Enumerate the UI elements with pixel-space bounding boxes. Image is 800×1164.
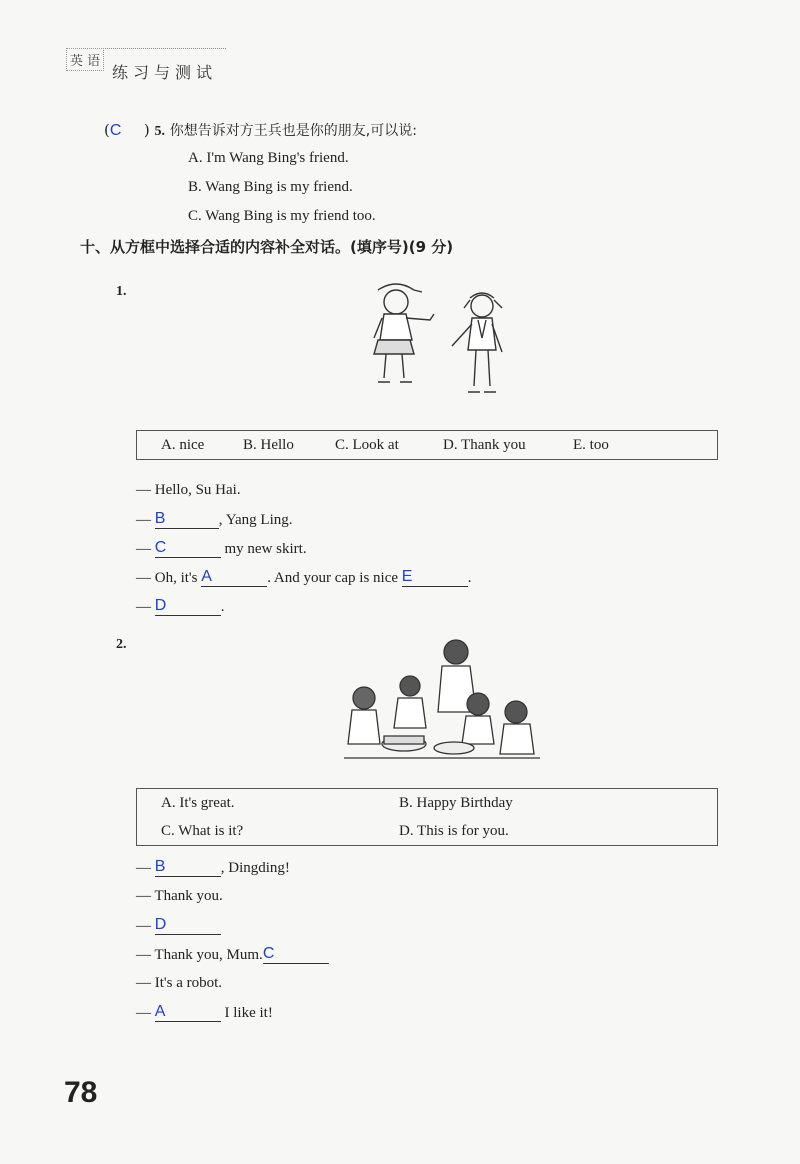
blank xyxy=(155,511,219,529)
part2-line-4 xyxy=(136,946,329,964)
part2-answer-6: A xyxy=(154,1003,166,1020)
page-number: 78 xyxy=(64,1076,98,1109)
blank xyxy=(201,569,267,587)
part2-line-1 xyxy=(136,859,290,877)
part2-answer-4: C xyxy=(262,945,275,962)
part2-choice-b: B. Happy Birthday xyxy=(399,795,513,811)
text: — Oh, it's xyxy=(136,570,198,586)
part1-answer-5: D xyxy=(154,597,167,614)
section-title: 十、从方框中选择合适的内容补全对话。(填序号)(9 分) xyxy=(80,238,454,256)
q5-option-c: C. Wang Bing is my friend too. xyxy=(188,208,376,224)
part2-choice-box xyxy=(136,788,718,846)
text: . xyxy=(467,570,472,586)
q5-option-a: A. I'm Wang Bing's friend. xyxy=(188,150,349,166)
question-5 xyxy=(104,120,417,140)
two-girls-illustration xyxy=(360,278,520,406)
dash: — xyxy=(136,599,151,615)
text: — Thank you, Mum. xyxy=(136,947,263,963)
part1-choice-c: C. Look at xyxy=(335,437,399,453)
part1-answer-3: C xyxy=(154,539,167,556)
part1-choice-box xyxy=(136,430,718,460)
q5-prompt: 你想告诉对方王兵也是你的朋友,可以说: xyxy=(169,123,417,139)
paren-close: ) xyxy=(143,121,150,139)
part2-answer-3: D xyxy=(154,916,167,933)
dash: — xyxy=(136,512,151,528)
part1-number: 1. xyxy=(116,284,127,299)
text: I like it! xyxy=(224,1005,273,1021)
part1-choice-e: E. too xyxy=(573,437,609,453)
q5-answer: C xyxy=(109,122,122,139)
part2-number: 2. xyxy=(116,637,127,652)
q5-number: 5. xyxy=(154,124,165,139)
dash: — xyxy=(136,860,151,876)
dash: — xyxy=(136,1005,151,1021)
text: my new skirt. xyxy=(224,541,307,557)
part2-line-6 xyxy=(136,1004,273,1022)
part1-line-1: — Hello, Su Hai. xyxy=(136,482,241,498)
blank xyxy=(263,946,329,964)
text: , Dingding! xyxy=(220,860,290,876)
part1-choice-d: D. Thank you xyxy=(443,437,526,453)
blank xyxy=(155,598,221,616)
blank xyxy=(155,1004,221,1022)
dash: — xyxy=(136,541,151,557)
part1-answer-4a: A xyxy=(201,568,212,585)
text: , Yang Ling. xyxy=(218,512,293,528)
header-title: 练习与测试 xyxy=(112,63,218,82)
part2-line-5: — It's a robot. xyxy=(136,975,223,991)
birthday-party-illustration xyxy=(344,632,540,766)
part2-line-3 xyxy=(136,917,221,935)
part2-answer-1: B xyxy=(154,858,166,875)
part1-answer-2: B xyxy=(154,510,166,527)
text: . And your cap is nice xyxy=(267,570,399,586)
dash: — xyxy=(136,918,151,934)
q5-option-b: B. Wang Bing is my friend. xyxy=(188,179,353,195)
blank xyxy=(155,540,221,558)
paren-open: ( xyxy=(104,121,110,139)
blank xyxy=(155,859,221,877)
part2-choice-c: C. What is it? xyxy=(161,823,244,839)
blank xyxy=(402,569,468,587)
text: . xyxy=(220,599,225,615)
part2-choice-a: A. It's great. xyxy=(161,795,235,811)
part2-choice-d: D. This is for you. xyxy=(399,823,509,839)
part1-choice-a: A. nice xyxy=(161,437,205,453)
part1-line-2 xyxy=(136,511,293,529)
part1-choice-b: B. Hello xyxy=(243,437,294,453)
part1-answer-4b: E xyxy=(401,568,413,585)
part1-line-4 xyxy=(136,569,472,587)
header-subject-tag: 英 语 xyxy=(66,48,104,71)
blank xyxy=(155,917,221,935)
part1-line-5 xyxy=(136,598,225,616)
part1-line-3 xyxy=(136,540,307,558)
part2-line-2: — Thank you. xyxy=(136,888,223,904)
